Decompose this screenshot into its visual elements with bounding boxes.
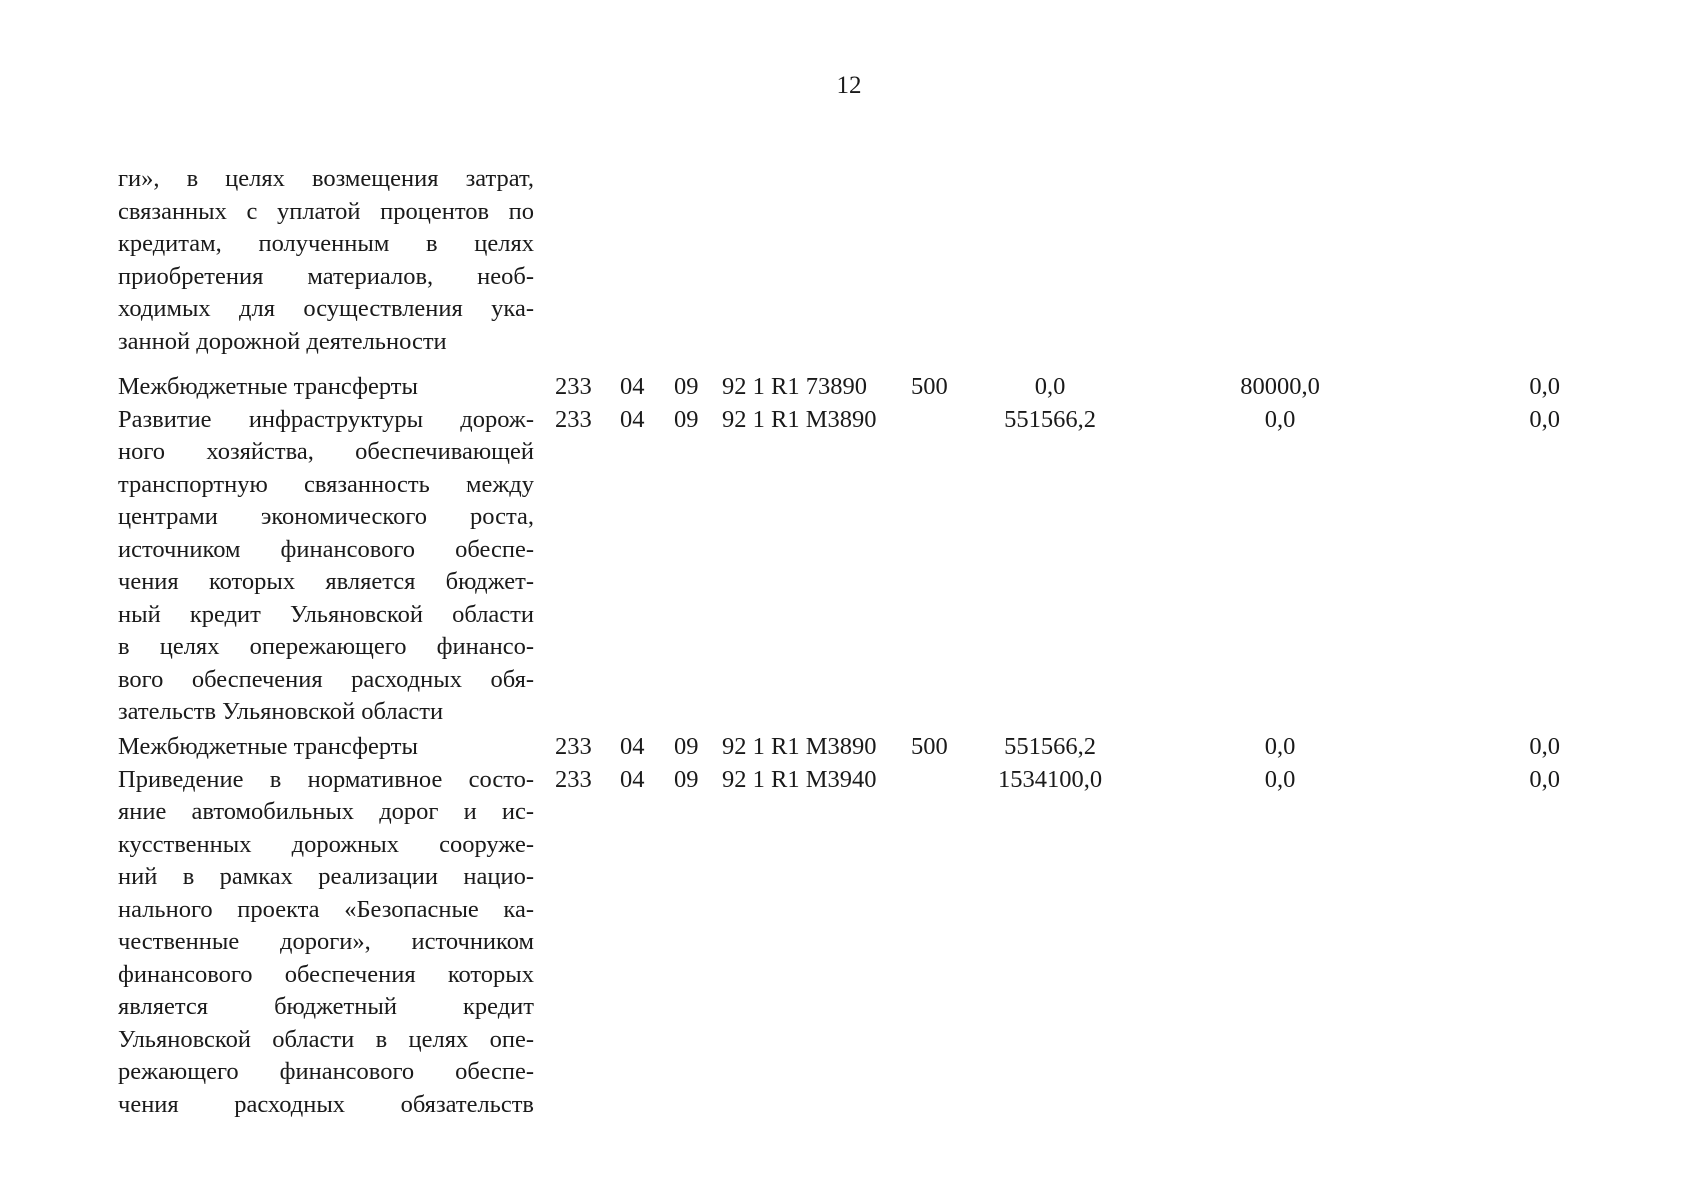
description-line: связанных с уплатой процентов по	[118, 197, 534, 225]
amount-year-3: 0,0	[1529, 733, 1560, 760]
description-line: чественные дороги», источником	[118, 928, 534, 955]
description-line: ходимых для осуществления ука-	[118, 295, 534, 322]
description-line: ный кредит Ульяновской области	[118, 600, 534, 628]
description-line: Приведение в нормативное состо-	[118, 765, 534, 793]
subsection-code: 09	[674, 373, 699, 400]
description-line: ги», в целях возмещения затрат,	[118, 165, 534, 192]
amount-year-1: 0,0	[1034, 373, 1066, 400]
section-code: 04	[620, 405, 645, 433]
row-description	[118, 404, 534, 729]
description-line: Межбюджетные трансферты	[118, 373, 418, 400]
description-line: ний в рамках реализации нацио-	[118, 863, 534, 890]
row-description	[118, 163, 534, 358]
description-line: занной дорожной деятельности	[118, 327, 447, 355]
target-article-code: 92 1 R1 M3890	[722, 733, 877, 760]
description-line: кусственных дорожных сооруже-	[118, 830, 534, 858]
description-line: Развитие инфраструктуры дорож-	[118, 405, 534, 433]
row-description	[118, 371, 534, 404]
description-line: приобретения материалов, необ-	[118, 262, 534, 290]
ved-code: 233	[555, 765, 592, 793]
amount-year-3: 0,0	[1529, 405, 1560, 433]
amount-year-1: 1534100,0	[997, 765, 1103, 793]
subsection-code: 09	[674, 405, 699, 433]
description-line: Ульяновской области в целях опе-	[118, 1025, 534, 1053]
description-line: яние автомобильных дорог и ис-	[118, 798, 534, 825]
ved-code: 233	[555, 405, 592, 433]
description-line: ного хозяйства, обеспечивающей	[118, 438, 534, 465]
description-line: является бюджетный кредит	[118, 993, 534, 1020]
row-description	[118, 764, 534, 1122]
section-code: 04	[620, 765, 645, 793]
description-line: вого обеспечения расходных обя-	[118, 665, 534, 693]
expense-type-code: 500	[911, 373, 948, 400]
description-line: чения которых является бюджет-	[118, 568, 534, 595]
target-article-code: 92 1 R1 M3940	[722, 765, 877, 793]
description-line: в целях опережающего финансо-	[118, 633, 534, 660]
description-line: источником финансового обеспе-	[118, 535, 534, 563]
ved-code: 233	[555, 373, 592, 400]
description-line: финансового обеспечения которых	[118, 960, 534, 988]
description-line: кредитам, полученным в целях	[118, 230, 534, 257]
row-description	[118, 731, 534, 764]
description-line: центрами экономического роста,	[118, 503, 534, 530]
subsection-code: 09	[674, 733, 699, 760]
amount-year-2: 0,0	[1264, 765, 1296, 793]
description-line: зательств Ульяновской области	[118, 698, 444, 725]
amount-year-1: 551566,2	[1004, 733, 1096, 760]
expense-type-code: 500	[911, 733, 948, 760]
description-line: транспортную связанность между	[118, 470, 534, 498]
section-code: 04	[620, 373, 645, 400]
amount-year-2: 0,0	[1264, 405, 1296, 433]
amount-year-1: 551566,2	[1004, 405, 1096, 433]
description-line: нального проекта «Безопасные ка-	[118, 895, 534, 923]
description-line: чения расходных обязательств	[118, 1090, 534, 1118]
amount-year-2: 0,0	[1264, 733, 1296, 760]
amount-year-3: 0,0	[1529, 765, 1560, 793]
description-line: режающего финансового обеспе-	[118, 1058, 534, 1085]
description-line: Межбюджетные трансферты	[118, 733, 418, 760]
amount-year-2: 80000,0	[1240, 373, 1320, 400]
section-code: 04	[620, 733, 645, 760]
target-article-code: 92 1 R1 M3890	[722, 405, 877, 433]
amount-year-3: 0,0	[1529, 373, 1560, 400]
page-number: 12	[836, 72, 862, 99]
target-article-code: 92 1 R1 73890	[722, 373, 867, 400]
subsection-code: 09	[674, 765, 699, 793]
ved-code: 233	[555, 733, 592, 760]
